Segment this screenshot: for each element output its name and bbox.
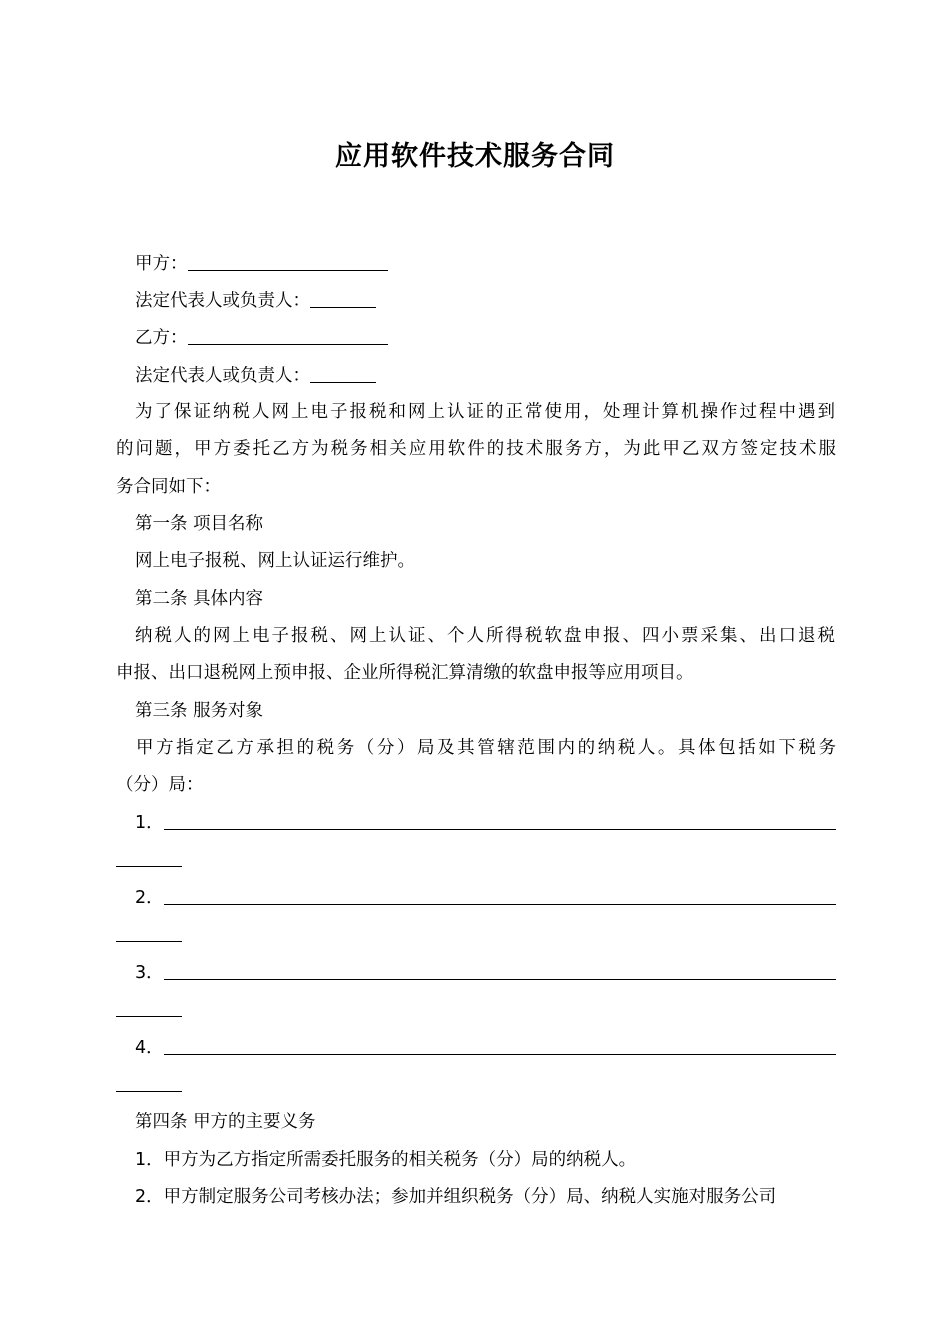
article4-heading: 第四条 甲方的主要义务: [135, 1112, 316, 1132]
party-b-field: [135, 326, 855, 350]
party-a-label: 甲方：: [135, 254, 188, 274]
service-office-item-continuation: [116, 848, 836, 872]
article2-heading: 第二条 具体内容: [135, 589, 264, 609]
service-office-item: [135, 1036, 855, 1060]
party-b-blank: [188, 327, 388, 345]
intro-line: 为了保证纳税人网上电子报税和网上认证的正常使用，处理计算机操作过程中遇到: [135, 402, 835, 422]
item-number: 4．: [135, 1038, 164, 1058]
article3-heading: 第三条 服务对象: [135, 701, 264, 721]
party-b-label: 乙方：: [135, 328, 188, 348]
intro-line: 务合同如下：: [116, 477, 221, 497]
article3-body-line: 甲方指定乙方承担的税务（分）局及其管辖范围内的纳税人。具体包括如下税务: [136, 738, 836, 758]
article2-body-line: 申报、出口退税网上预申报、企业所得税汇算清缴的软盘申报等应用项目。: [116, 663, 694, 683]
article2-body-line: 纳税人的网上电子报税、网上认证、个人所得税软盘申报、四小票采集、出口退税: [135, 626, 835, 646]
item-number: 1．: [135, 813, 164, 833]
item-blank-continuation: [116, 924, 182, 942]
item-blank-continuation: [116, 1074, 182, 1092]
intro-line: 的问题，甲方委托乙方为税务相关应用软件的技术服务方，为此甲乙双方签定技术服: [116, 439, 836, 459]
service-office-item: [135, 961, 855, 985]
service-office-item: [135, 886, 855, 910]
item-blank-continuation: [116, 999, 182, 1017]
item-number: 3．: [135, 963, 164, 983]
item-blank: [164, 962, 836, 980]
article4-item: 1．甲方为乙方指定所需委托服务的相关税务（分）局的纳税人。: [135, 1150, 637, 1170]
rep-a-label: 法定代表人或负责人：: [135, 291, 310, 311]
item-blank-continuation: [116, 849, 182, 867]
rep-a-blank: [310, 290, 376, 308]
item-blank: [164, 887, 836, 905]
article4-item: 2．甲方制定服务公司考核办法；参加并组织税务（分）局、纳税人实施对服务公司: [135, 1187, 777, 1207]
item-blank: [164, 812, 836, 830]
service-office-item: [135, 811, 855, 835]
item-blank: [164, 1037, 836, 1055]
article3-body-line: （分）局：: [116, 775, 204, 795]
article1-heading: 第一条 项目名称: [135, 514, 264, 534]
service-office-item-continuation: [116, 923, 836, 947]
article1-body: 网上电子报税、网上认证运行维护。: [135, 551, 415, 571]
service-office-item-continuation: [116, 1073, 836, 1097]
rep-a-field: [135, 289, 855, 313]
rep-b-field: [135, 364, 855, 388]
rep-b-blank: [310, 365, 376, 383]
rep-b-label: 法定代表人或负责人：: [135, 366, 310, 386]
party-a-field: [135, 252, 855, 276]
party-a-blank: [188, 253, 388, 271]
service-office-item-continuation: [116, 998, 836, 1022]
document-title: 应用软件技术服务合同: [335, 141, 615, 172]
item-number: 2．: [135, 888, 164, 908]
